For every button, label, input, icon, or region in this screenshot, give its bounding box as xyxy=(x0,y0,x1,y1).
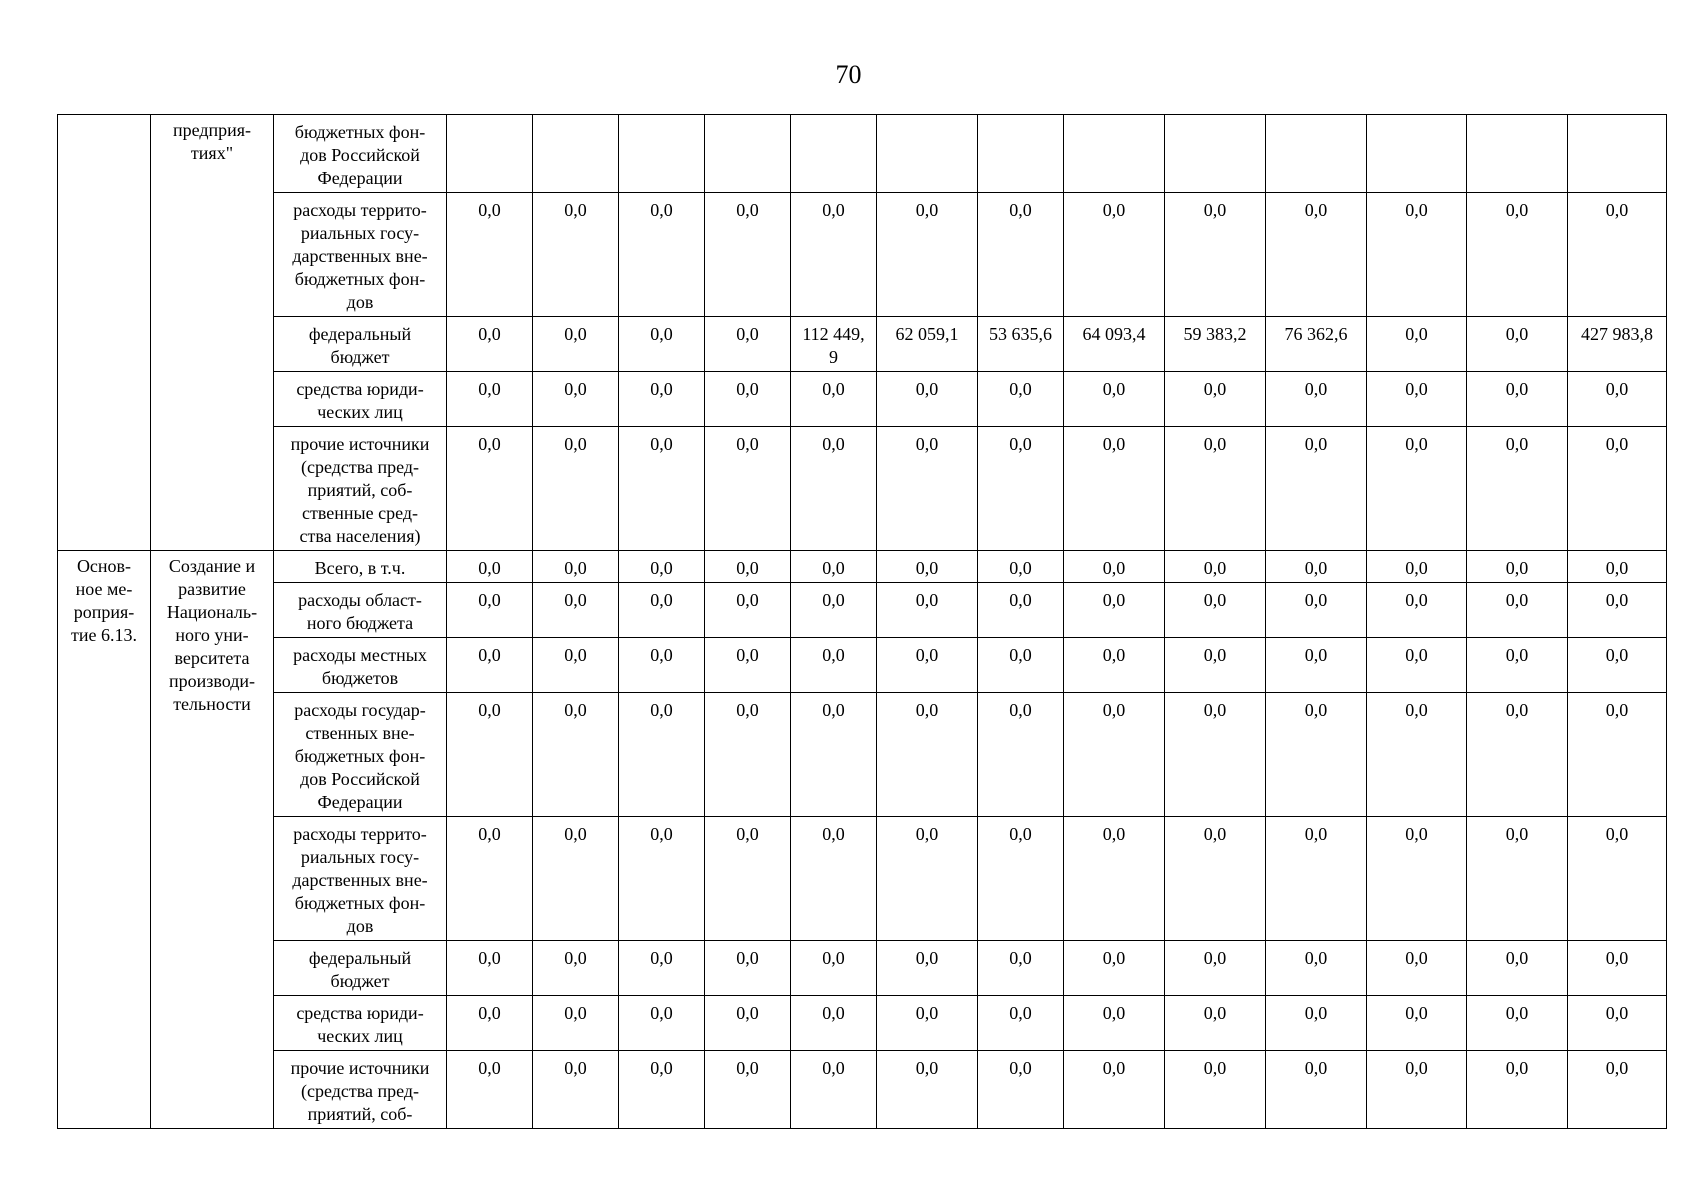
value-cell: 0,0 xyxy=(1367,317,1467,372)
value-cell: 0,0 xyxy=(533,996,619,1051)
value-cell: 0,0 xyxy=(877,941,978,996)
value-cell: 0,0 xyxy=(1266,193,1367,317)
value-cell: 0,0 xyxy=(1266,372,1367,427)
value-cell: 0,0 xyxy=(1266,996,1367,1051)
value-cell: 0,0 xyxy=(791,1051,877,1129)
value-cell: 53 635,6 xyxy=(978,317,1064,372)
value-cell: 0,0 xyxy=(1165,1051,1266,1129)
value-cell: 0,0 xyxy=(1266,941,1367,996)
value-cell: 0,0 xyxy=(533,1051,619,1129)
value-cell: 0,0 xyxy=(447,551,533,583)
value-cell: 0,0 xyxy=(1266,583,1367,638)
funding-source-cell-line: ственные сред- xyxy=(302,503,418,523)
value-cell: 0,0 xyxy=(1367,941,1467,996)
funding-source-cell-line: приятий, соб- xyxy=(307,1104,413,1124)
activity-name-cell xyxy=(151,115,274,551)
value-cell: 0,0 xyxy=(619,372,705,427)
value-cell: 0,0 xyxy=(1266,551,1367,583)
table-row xyxy=(58,1051,1667,1129)
page-number: 70 xyxy=(835,60,862,89)
value-cell xyxy=(1165,115,1266,193)
value-cell: 0,0 xyxy=(447,317,533,372)
value-cell: 0,0 xyxy=(877,427,978,551)
funding-source-cell-line: дарственных вне- xyxy=(292,870,428,890)
funding-source-cell xyxy=(274,427,447,551)
funding-source-cell-line: Всего, в т.ч. xyxy=(314,558,406,578)
funding-source-cell-line: федеральный xyxy=(308,324,412,344)
funding-source-cell-line: риальных госу- xyxy=(300,847,420,867)
value-cell: 0,0 xyxy=(1568,1051,1667,1129)
funding-source-cell xyxy=(274,638,447,693)
value-cell xyxy=(1266,115,1367,193)
value-cell: 0,0 xyxy=(705,427,791,551)
value-cell: 0,0 xyxy=(705,817,791,941)
value-cell: 0,0 xyxy=(1064,638,1165,693)
value-cell: 0,0 xyxy=(533,817,619,941)
value-cell: 0,0 xyxy=(791,193,877,317)
funding-source-cell-line: бюджетных фон- xyxy=(294,746,426,766)
funding-source-cell xyxy=(274,372,447,427)
value-cell: 0,0 xyxy=(1467,1051,1568,1129)
activity-name-cell-line: Создание и xyxy=(168,556,256,576)
value-cell: 0,0 xyxy=(447,693,533,817)
value-cell: 0,0 xyxy=(791,551,877,583)
activity-name-cell-line: ного уни- xyxy=(175,625,249,645)
value-cell: 0,0 xyxy=(1064,941,1165,996)
funding-source-cell-line: Федерации xyxy=(317,168,403,188)
value-cell: 0,0 xyxy=(1568,427,1667,551)
value-cell: 0,0 xyxy=(447,372,533,427)
value-cell: 0,0 xyxy=(791,583,877,638)
value-cell xyxy=(877,115,978,193)
funding-source-cell-line: расходы государ- xyxy=(294,700,426,720)
value-cell: 0,0 xyxy=(1266,427,1367,551)
value-cell: 0,0 xyxy=(533,638,619,693)
value-cell: 0,0 xyxy=(619,427,705,551)
value-cell: 0,0 xyxy=(533,551,619,583)
value-cell: 0,0 xyxy=(791,996,877,1051)
funding-source-cell-line: дов xyxy=(346,916,374,936)
funding-source-cell-line: (средства пред- xyxy=(300,1081,420,1101)
value-cell: 0,0 xyxy=(447,583,533,638)
value-cell xyxy=(1064,115,1165,193)
value-cell: 0,0 xyxy=(1165,817,1266,941)
value-cell: 0,0 xyxy=(705,638,791,693)
value-cell: 0,0 xyxy=(447,996,533,1051)
value-cell: 0,0 xyxy=(705,1051,791,1129)
value-cell: 0,0 xyxy=(1165,941,1266,996)
value-cell: 0,0 xyxy=(877,693,978,817)
value-cell: 0,0 xyxy=(1467,551,1568,583)
table-row xyxy=(58,583,1667,638)
funding-source-cell-line: прочие источники xyxy=(290,434,430,454)
value-cell: 0,0 xyxy=(978,372,1064,427)
value-cell: 59 383,2 xyxy=(1165,317,1266,372)
table-row xyxy=(58,551,1667,583)
value-cell: 76 362,6 xyxy=(1266,317,1367,372)
funding-source-cell-line: (средства пред- xyxy=(300,457,420,477)
activity-name-cell-line: тельности xyxy=(173,694,251,714)
value-cell: 0,0 xyxy=(1367,551,1467,583)
table-row xyxy=(58,638,1667,693)
value-cell: 0,0 xyxy=(978,583,1064,638)
value-cell: 0,0 xyxy=(1064,193,1165,317)
value-cell: 0,0 xyxy=(978,1051,1064,1129)
value-cell: 0,0 xyxy=(447,1051,533,1129)
funding-source-cell-line: дов Российской xyxy=(300,145,420,165)
value-cell: 0,0 xyxy=(619,941,705,996)
value-cell: 0,0 xyxy=(1467,193,1568,317)
value-cell: 0,0 xyxy=(705,583,791,638)
funding-source-cell-line: ческих лиц xyxy=(317,1026,403,1046)
value-cell: 0,0 xyxy=(533,193,619,317)
funding-source-cell xyxy=(274,817,447,941)
value-cell xyxy=(1467,115,1568,193)
value-cell: 0,0 xyxy=(1165,638,1266,693)
funding-source-cell-line: бюджетных фон- xyxy=(294,269,426,289)
funding-source-cell-line: риальных госу- xyxy=(300,223,420,243)
value-cell: 0,0 xyxy=(1467,996,1568,1051)
table-row xyxy=(58,317,1667,372)
funding-source-cell-line: дарственных вне- xyxy=(292,246,428,266)
value-cell: 0,0 xyxy=(1367,693,1467,817)
value-cell: 0,0 xyxy=(978,817,1064,941)
value-cell: 0,0 xyxy=(1568,996,1667,1051)
value-cell: 0,0 xyxy=(978,638,1064,693)
value-cell: 0,0 xyxy=(705,551,791,583)
funding-source-cell-line: федеральный xyxy=(308,948,412,968)
funding-source-cell-line: средства юриди- xyxy=(296,1003,424,1023)
value-cell: 0,0 xyxy=(705,693,791,817)
value-cell: 0,0 xyxy=(1064,996,1165,1051)
table-row xyxy=(58,115,1667,193)
funding-source-cell-line: средства юриди- xyxy=(296,379,424,399)
value-cell: 0,0 xyxy=(1165,996,1266,1051)
value-cell xyxy=(1367,115,1467,193)
value-cell: 0,0 xyxy=(1467,583,1568,638)
table-row xyxy=(58,996,1667,1051)
value-cell: 0,0 xyxy=(1467,941,1568,996)
value-cell: 0,0 xyxy=(1064,372,1165,427)
value-cell: 0,0 xyxy=(978,996,1064,1051)
funding-source-cell-line: Федерации xyxy=(317,792,403,812)
funding-source-cell-line: ческих лиц xyxy=(317,402,403,422)
value-cell: 0,0 xyxy=(1467,817,1568,941)
value-cell: 0,0 xyxy=(619,638,705,693)
value-cell: 0,0 xyxy=(1367,372,1467,427)
funding-source-cell xyxy=(274,996,447,1051)
value-cell: 0,0 xyxy=(619,551,705,583)
value-cell: 0,0 xyxy=(1064,817,1165,941)
value-cell: 0,0 xyxy=(1367,638,1467,693)
funding-source-cell xyxy=(274,941,447,996)
budget-table-body xyxy=(58,115,1667,1129)
funding-source-cell xyxy=(274,693,447,817)
value-cell: 0,0 xyxy=(791,427,877,551)
value-cell: 0,0 xyxy=(705,372,791,427)
value-cell xyxy=(447,115,533,193)
value-cell: 0,0 xyxy=(791,817,877,941)
funding-source-cell-line: ного бюджета xyxy=(306,613,414,633)
activity-code-cell-line: ное ме- xyxy=(75,579,133,599)
value-cell: 0,0 xyxy=(1064,427,1165,551)
activity-name-cell-line: производи- xyxy=(168,671,256,691)
value-cell xyxy=(1568,115,1667,193)
value-cell: 427 983,8 xyxy=(1568,317,1667,372)
value-cell: 0,0 xyxy=(1064,551,1165,583)
value-cell: 0,0 xyxy=(447,193,533,317)
value-cell: 0,0 xyxy=(705,317,791,372)
value-cell: 0,0 xyxy=(619,583,705,638)
value-cell: 0,0 xyxy=(533,693,619,817)
value-cell: 0,0 xyxy=(447,941,533,996)
value-cell: 0,0 xyxy=(1266,1051,1367,1129)
value-cell: 0,0 xyxy=(447,638,533,693)
value-cell: 0,0 xyxy=(619,317,705,372)
value-cell: 0,0 xyxy=(978,193,1064,317)
value-cell: 0,0 xyxy=(1064,693,1165,817)
value-cell: 0,0 xyxy=(1467,638,1568,693)
value-cell: 0,0 xyxy=(791,693,877,817)
value-cell: 0,0 xyxy=(877,817,978,941)
value-cell xyxy=(533,115,619,193)
value-cell: 0,0 xyxy=(877,996,978,1051)
value-cell: 0,0 xyxy=(1568,638,1667,693)
funding-source-cell xyxy=(274,551,447,583)
value-cell: 0,0 xyxy=(791,638,877,693)
activity-name-cell-line: тиях" xyxy=(190,143,234,163)
value-cell: 0,0 xyxy=(1165,693,1266,817)
activity-code-cell-line: тие 6.13. xyxy=(71,625,137,645)
value-cell: 0,0 xyxy=(978,693,1064,817)
value-cell: 0,0 xyxy=(791,941,877,996)
budget-table xyxy=(57,114,1667,1129)
value-cell xyxy=(619,115,705,193)
value-cell: 0,0 xyxy=(619,817,705,941)
activity-name-cell-line: Националь- xyxy=(166,602,258,622)
table-row xyxy=(58,941,1667,996)
value-cell: 0,0 xyxy=(877,638,978,693)
funding-source-cell-line: бюджет xyxy=(330,971,390,991)
value-cell: 0,0 xyxy=(1064,583,1165,638)
table-row xyxy=(58,693,1667,817)
value-cell: 0,0 xyxy=(978,427,1064,551)
funding-source-cell-line: расходы террито- xyxy=(293,824,427,844)
value-cell: 0,0 xyxy=(533,317,619,372)
value-cell: 112 449, 9 xyxy=(791,317,877,372)
value-cell xyxy=(705,115,791,193)
value-cell: 0,0 xyxy=(1367,193,1467,317)
value-cell: 0,0 xyxy=(1568,817,1667,941)
value-cell: 0,0 xyxy=(447,427,533,551)
value-cell: 0,0 xyxy=(1367,1051,1467,1129)
value-cell: 0,0 xyxy=(619,693,705,817)
value-cell: 0,0 xyxy=(1266,817,1367,941)
funding-source-cell-line: ственных вне- xyxy=(305,723,415,743)
value-cell: 0,0 xyxy=(1467,317,1568,372)
funding-source-cell-line: расходы област- xyxy=(298,590,422,610)
value-cell: 0,0 xyxy=(619,193,705,317)
value-cell: 0,0 xyxy=(877,551,978,583)
activity-code-cell xyxy=(58,551,151,1129)
table-row xyxy=(58,372,1667,427)
value-cell: 0,0 xyxy=(1568,193,1667,317)
activity-name-cell-line: верситета xyxy=(174,648,250,668)
funding-source-cell-line: дов xyxy=(346,292,374,312)
activity-code-cell xyxy=(58,115,151,551)
table-row xyxy=(58,817,1667,941)
funding-source-cell-line: прочие источники xyxy=(290,1058,430,1078)
value-cell: 0,0 xyxy=(1367,817,1467,941)
value-cell: 0,0 xyxy=(1568,693,1667,817)
value-cell: 0,0 xyxy=(1568,941,1667,996)
value-cell: 0,0 xyxy=(1568,551,1667,583)
activity-code-cell-line: роприя- xyxy=(73,602,135,622)
value-cell: 0,0 xyxy=(1467,427,1568,551)
value-cell: 62 059,1 xyxy=(877,317,978,372)
value-cell: 0,0 xyxy=(791,372,877,427)
activity-code-cell-line: Основ- xyxy=(76,556,132,576)
value-cell: 0,0 xyxy=(877,372,978,427)
value-cell: 0,0 xyxy=(1367,583,1467,638)
value-cell: 0,0 xyxy=(1467,693,1568,817)
value-cell: 0,0 xyxy=(533,427,619,551)
value-cell: 0,0 xyxy=(1367,427,1467,551)
value-cell: 0,0 xyxy=(1568,583,1667,638)
value-cell: 0,0 xyxy=(1467,372,1568,427)
funding-source-cell-line: дов Российской xyxy=(300,769,420,789)
value-cell: 0,0 xyxy=(978,551,1064,583)
value-cell: 64 093,4 xyxy=(1064,317,1165,372)
value-cell: 0,0 xyxy=(1266,638,1367,693)
funding-source-cell-line: бюджетных фон- xyxy=(294,893,426,913)
funding-source-cell xyxy=(274,317,447,372)
value-cell: 0,0 xyxy=(1367,996,1467,1051)
value-cell: 0,0 xyxy=(877,1051,978,1129)
funding-source-cell xyxy=(274,1051,447,1129)
value-cell: 0,0 xyxy=(1064,1051,1165,1129)
value-cell: 0,0 xyxy=(619,1051,705,1129)
value-cell: 0,0 xyxy=(1165,193,1266,317)
value-cell: 0,0 xyxy=(533,941,619,996)
value-cell: 0,0 xyxy=(1165,372,1266,427)
value-cell: 0,0 xyxy=(877,193,978,317)
value-cell: 0,0 xyxy=(705,941,791,996)
value-cell: 0,0 xyxy=(978,941,1064,996)
value-cell: 0,0 xyxy=(1165,583,1266,638)
value-cell: 0,0 xyxy=(877,583,978,638)
funding-source-cell-line: расходы местных xyxy=(293,645,427,665)
table-row xyxy=(58,193,1667,317)
activity-name-cell-line: развитие xyxy=(178,579,246,599)
funding-source-cell-line: бюджет xyxy=(330,347,390,367)
value-cell: 0,0 xyxy=(705,996,791,1051)
value-cell xyxy=(978,115,1064,193)
value-cell: 0,0 xyxy=(1165,427,1266,551)
value-cell: 0,0 xyxy=(1568,372,1667,427)
value-cell: 0,0 xyxy=(705,193,791,317)
activity-name-cell xyxy=(151,551,274,1129)
funding-source-cell xyxy=(274,583,447,638)
value-cell: 0,0 xyxy=(1165,551,1266,583)
value-cell: 0,0 xyxy=(619,996,705,1051)
value-cell: 0,0 xyxy=(533,372,619,427)
funding-source-cell-line: бюджетных фон- xyxy=(294,122,426,142)
value-cell xyxy=(791,115,877,193)
funding-source-cell xyxy=(274,115,447,193)
value-cell: 0,0 xyxy=(533,583,619,638)
value-cell: 0,0 xyxy=(447,817,533,941)
funding-source-cell-line: расходы террито- xyxy=(293,200,427,220)
activity-name-cell-line: предприя- xyxy=(172,120,252,140)
funding-source-cell-line: бюджетов xyxy=(321,668,399,688)
table-row xyxy=(58,427,1667,551)
value-cell: 0,0 xyxy=(1266,693,1367,817)
funding-source-cell-line: приятий, соб- xyxy=(307,480,413,500)
funding-source-cell xyxy=(274,193,447,317)
funding-source-cell-line: ства населения) xyxy=(299,526,421,546)
